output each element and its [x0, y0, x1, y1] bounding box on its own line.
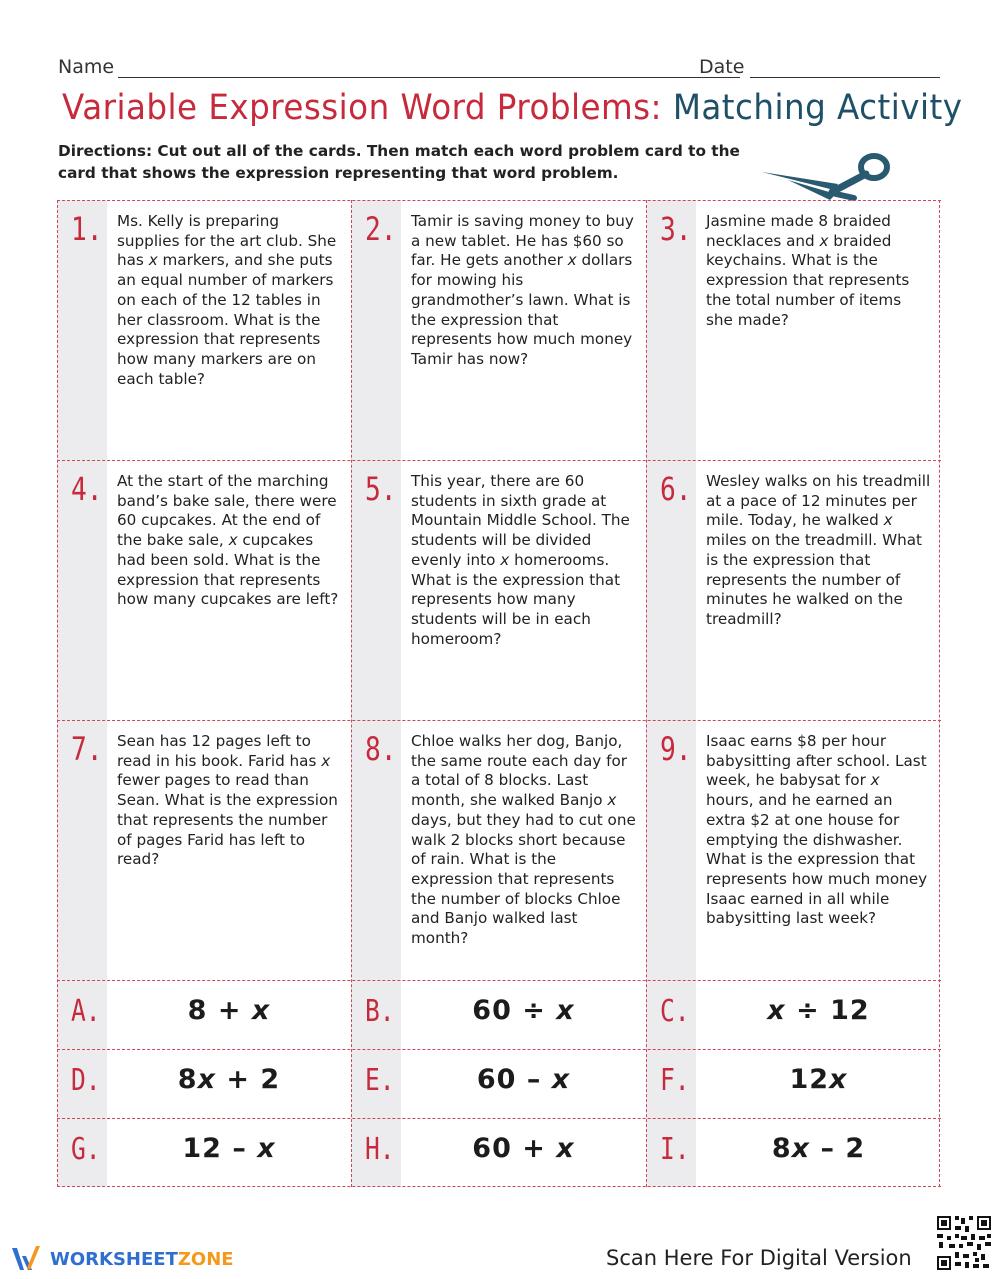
problem-number: 9.: [660, 730, 692, 768]
expression-text: x ÷ 12: [767, 995, 870, 1026]
expression-card-b[interactable]: [351, 980, 646, 1049]
problem-card-9[interactable]: [646, 720, 941, 980]
problem-text: Ms. Kelly is preparing supplies for the art club. She has x markers, and she puts an equal number of markers on each of the 12 tables in her classroom. What is the expression that represents how many markers are on each table?: [117, 212, 337, 388]
name-label: Name: [58, 56, 115, 78]
problem-number: 1.: [71, 210, 103, 248]
expression-card-g[interactable]: [57, 1118, 351, 1187]
expression-letter: H.: [365, 1132, 395, 1167]
cut-line: [57, 980, 941, 981]
problem-text: Wesley walks on his treadmill at a pace of 12 minutes per mile. Today, he walked x miles on the treadmill. What is the expression that represents the number of minutes he walked on the treadmill?: [706, 472, 931, 628]
problem-number: 8.: [365, 730, 397, 768]
problem-text: This year, there are 60 students in sixth grade at Mountain Middle School. The students will be divided evenly into x homerooms. What is the expression that represents how many students will be in each homeroom?: [411, 472, 630, 648]
cut-line: [646, 200, 647, 1187]
problem-number: 4.: [71, 470, 103, 508]
expression-text: 12 – x: [182, 1133, 276, 1164]
logo-icon: [10, 1244, 44, 1274]
scan-text: Scan Here For Digital Version: [606, 1246, 912, 1270]
problem-number: 6.: [660, 470, 692, 508]
problem-text: Jasmine made 8 braided necklaces and x braided keychains. What is the expression that represents the total number of items she made?: [706, 212, 910, 329]
problem-card-5[interactable]: [351, 460, 646, 720]
expression-text: 8x + 2: [177, 1064, 281, 1095]
expression-text: 60 – x: [476, 1064, 571, 1095]
directions-text: Directions: Cut out all of the cards. Then match each word problem card to the card that shows the expression representing that word problem.: [58, 142, 740, 182]
name-date-row: [58, 56, 943, 82]
cut-line: [351, 200, 352, 1187]
expression-letter: B.: [365, 994, 395, 1029]
title-part-2: Matching Activity: [672, 88, 963, 128]
expression-letter: C.: [660, 994, 690, 1029]
name-line[interactable]: [118, 77, 740, 78]
expression-text: 60 + x: [472, 1133, 575, 1164]
expression-letter: A.: [71, 994, 101, 1029]
scissors-icon: [758, 150, 898, 206]
problem-text: Isaac earns $8 per hour babysitting after school. Last week, he babysat for x hours, and he earned an extra $2 at one house for emptying the dishwasher. What is the expression that represents how much money Isaac earned in all while babysitting last week?: [706, 732, 928, 928]
expression-card-e[interactable]: [351, 1049, 646, 1118]
date-label: Date: [699, 56, 745, 78]
date-line[interactable]: [750, 77, 940, 78]
qr-code-icon[interactable]: [935, 1214, 993, 1272]
cut-line: [57, 1186, 941, 1187]
brand-part-2: ZONE: [177, 1249, 234, 1270]
page-title: [62, 88, 963, 128]
expression-text: 8 + x: [187, 995, 271, 1026]
problem-text: Chloe walks her dog, Banjo, the same route each day for a total of 8 blocks. Last month, she walked Banjo x days, but they had to cut one walk 2 blocks short because of rain. What is the expression that represents the number of blocks Chloe and Banjo walked last month?: [411, 732, 636, 948]
expression-text: 60 ÷ x: [472, 995, 575, 1026]
problem-text: Tamir is saving money to buy a new tablet. He has $60 so far. He gets another x dollars for mowing his grandmother’s lawn. What is the expression that represents how much money Tamir has now?: [411, 212, 634, 368]
expression-card-f[interactable]: [646, 1049, 941, 1118]
expression-card-h[interactable]: [351, 1118, 646, 1187]
problem-text: At the start of the marching band’s bake sale, there were 60 cupcakes. At the end of the bake sale, x cupcakes had been sold. What is the expression that represents how many cupcakes are left?: [117, 472, 339, 609]
problem-card-1[interactable]: [57, 200, 351, 460]
problem-card-7[interactable]: [57, 720, 351, 980]
expression-letter: G.: [71, 1132, 101, 1167]
title-part-1: Variable Expression Word Problems:: [62, 88, 662, 128]
cut-line: [57, 460, 941, 461]
problem-card-6[interactable]: [646, 460, 941, 720]
cut-line: [939, 200, 940, 1187]
expression-card-a[interactable]: [57, 980, 351, 1049]
expression-text: 12x: [789, 1064, 848, 1095]
cut-line: [57, 1118, 941, 1119]
problem-card-2[interactable]: [351, 200, 646, 460]
problem-number: 5.: [365, 470, 397, 508]
expression-letter: D.: [71, 1063, 101, 1098]
problem-card-4[interactable]: [57, 460, 351, 720]
problem-text: Sean has 12 pages left to read in his book. Farid has x fewer pages to read than Sean. What is the expression that represents the number of pages Farid has left to read?: [117, 732, 338, 869]
problem-card-3[interactable]: [646, 200, 941, 460]
brand-name: [50, 1249, 234, 1270]
expression-card-d[interactable]: [57, 1049, 351, 1118]
cut-line: [57, 200, 941, 201]
expression-letter: I.: [660, 1132, 690, 1167]
expression-letter: F.: [660, 1063, 690, 1098]
cut-line: [57, 200, 58, 1187]
expression-card-i[interactable]: [646, 1118, 941, 1187]
problem-number: 7.: [71, 730, 103, 768]
cut-line: [57, 720, 941, 721]
expression-text: 8x – 2: [771, 1133, 866, 1164]
problem-number: 3.: [660, 210, 692, 248]
brand-part-1: WORKSHEET: [50, 1249, 178, 1270]
card-grid: [57, 200, 941, 1187]
cut-line: [57, 1049, 941, 1050]
problem-number: 2.: [365, 210, 397, 248]
expression-card-c[interactable]: [646, 980, 941, 1049]
expression-letter: E.: [365, 1063, 395, 1098]
problem-card-8[interactable]: [351, 720, 646, 980]
